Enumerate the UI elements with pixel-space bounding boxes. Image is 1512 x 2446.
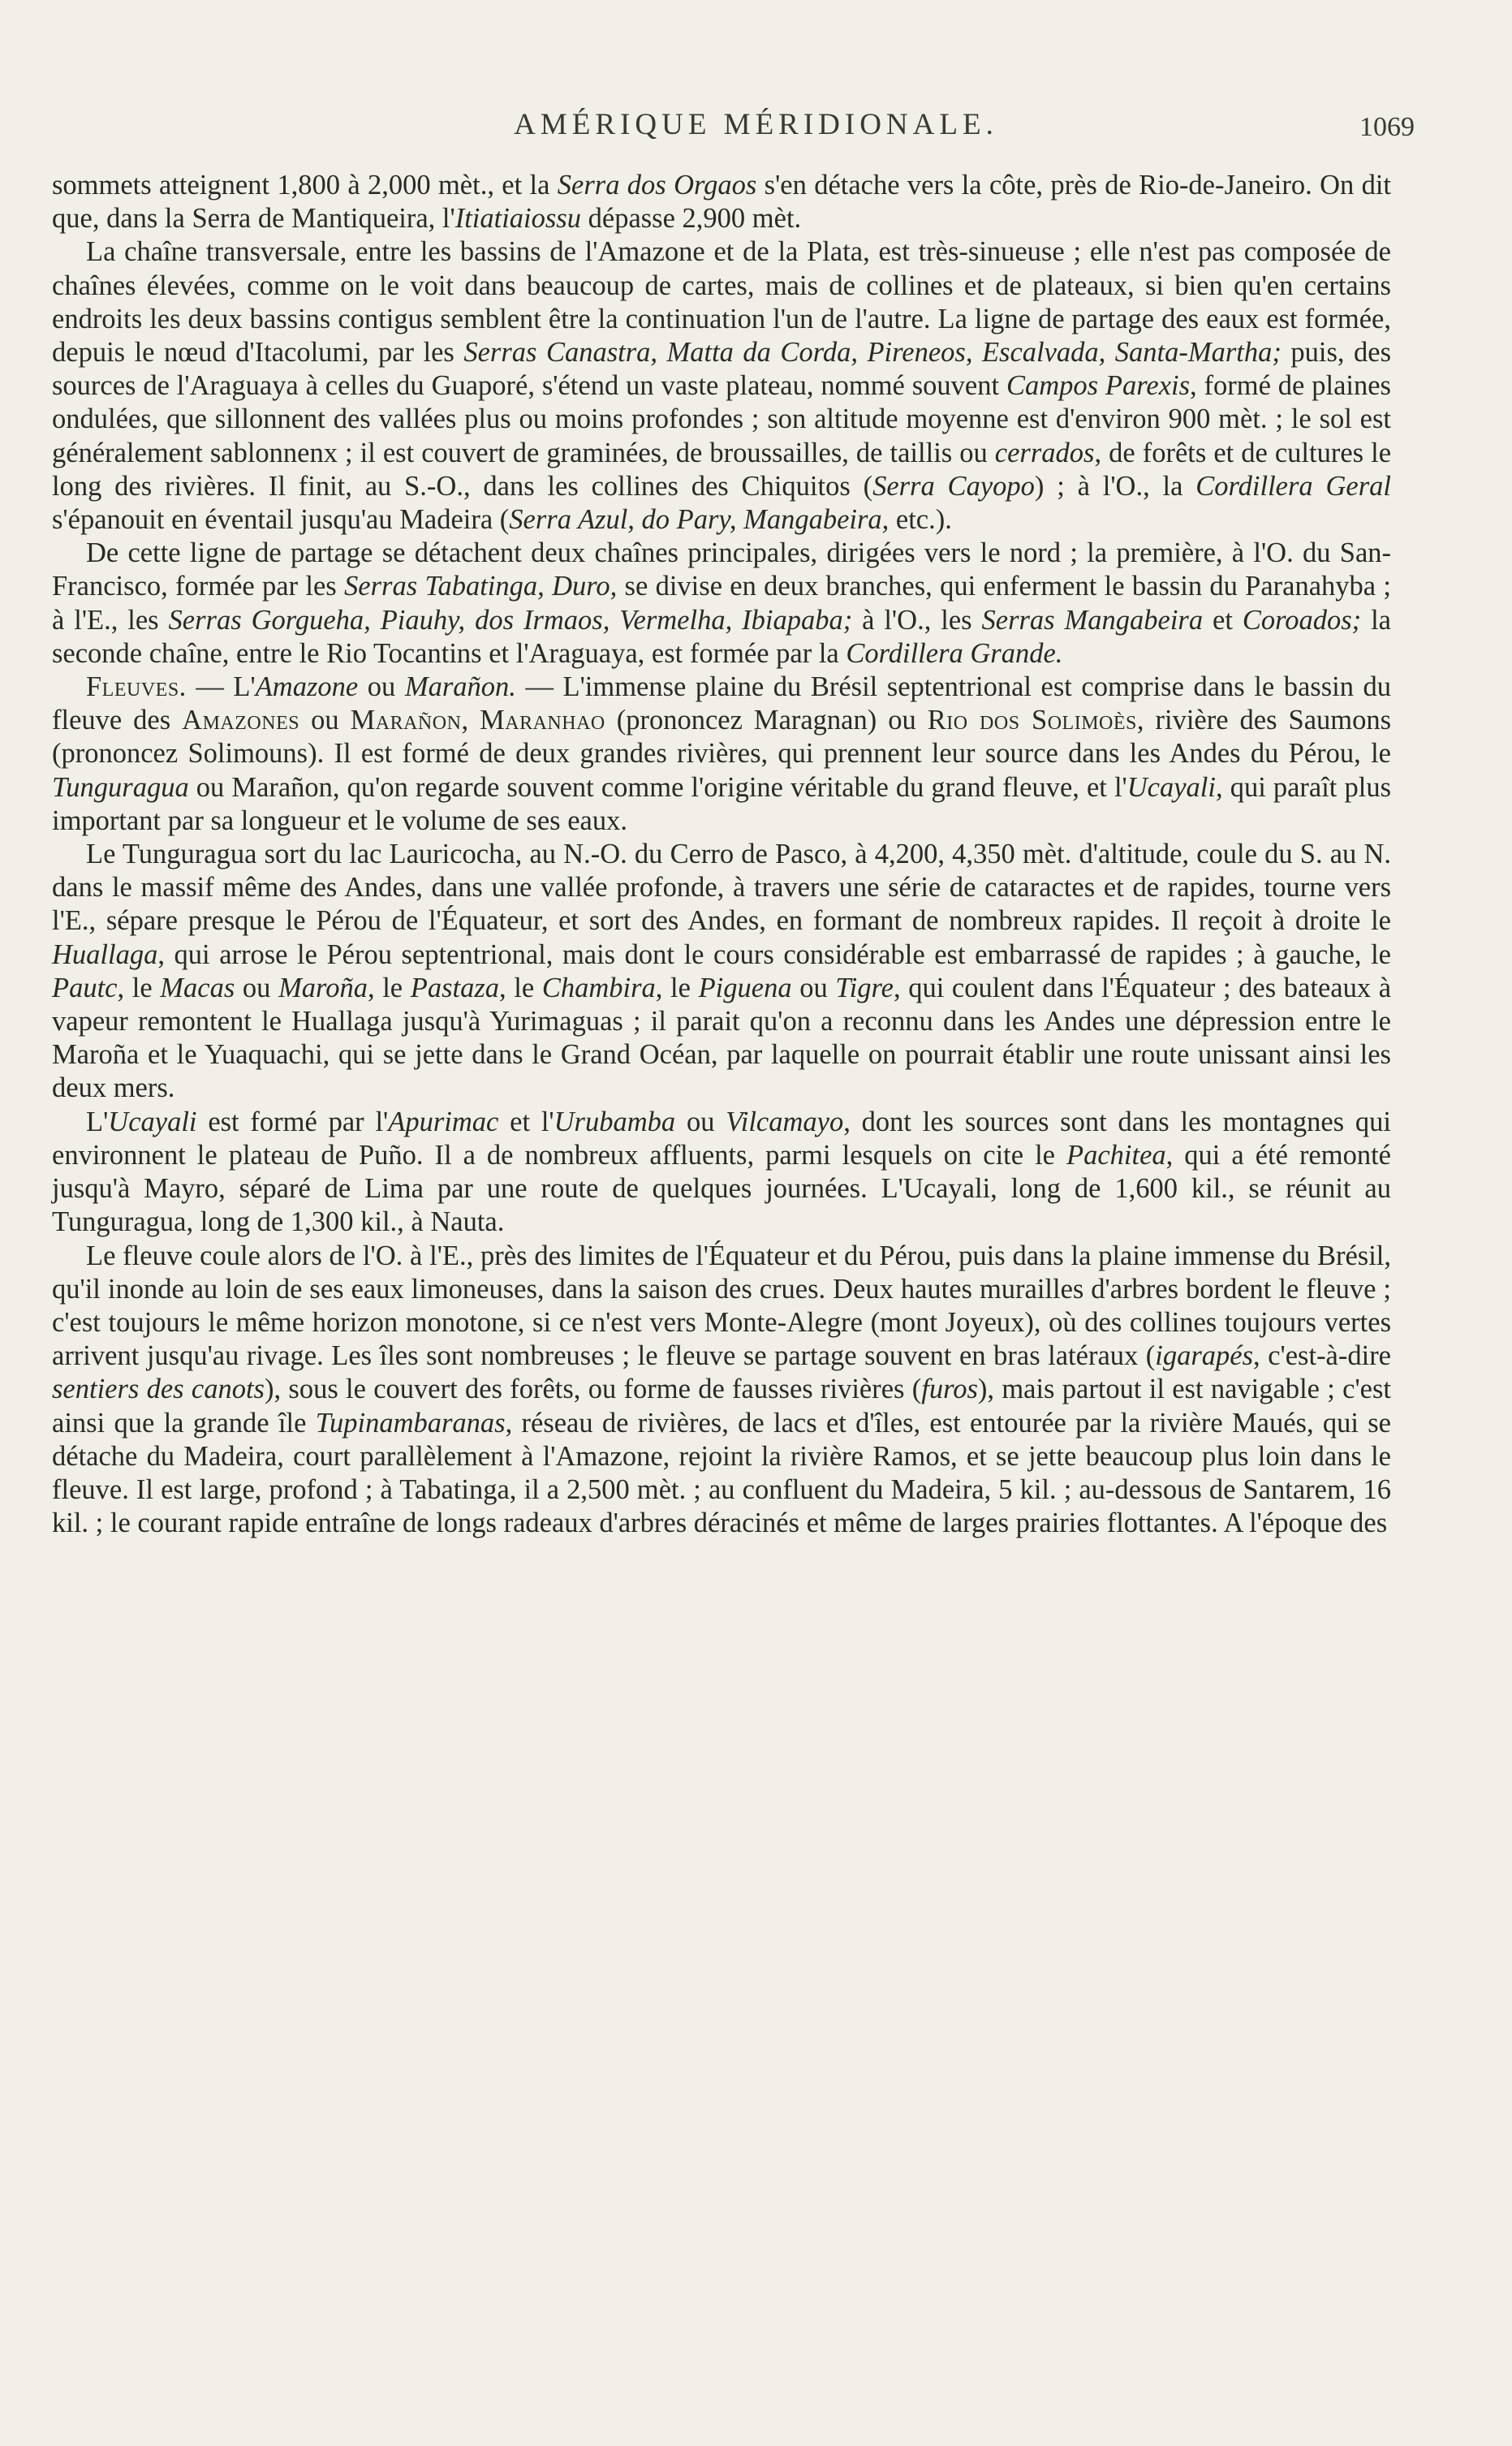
italic-term: Serra Cayopo [872,470,1035,502]
text-run: , dont les sources sont dans les montagnes qui environnent le plateau de Puño. Il a de nombreux affluents, parmi lesquels on cite le [52,1106,1391,1171]
italic-term: Amazone [255,671,359,703]
italic-term: Huallaga [52,938,158,970]
text-run: , c'est-à-dire [1253,1340,1391,1372]
text-run: sommets atteignent 1,800 à 2,000 mèt., et la [52,170,558,201]
italic-term: Serras Tabatinga, Duro, [344,571,618,602]
text-run: ), sous le couvert des forêts, ou forme de fausses rivières ( [264,1374,922,1405]
text-run: , qui arrose le Pérou septentrional, mais dont le cours considérable est embarrassé de rapides ; à gauche, le [157,938,1391,970]
text-run: — L'immense plaine du Brésil septentrional est comprise dans le bassin du fleuve des [52,671,1392,736]
italic-term: Marañon. [404,671,516,703]
text-run: , [461,705,480,736]
page-number: 1069 [1359,112,1415,142]
text-run: Le Tunguragua sort du lac Lauricocha, au N.-O. du Cerro de Pasco, à 4,200, 4,350 mèt. d'altitude, coule du S. au N. dans le massif même des Andes, dans une vallée profonde, à travers une série de cataractes et de rapides, tourne vers l'E., sépare presque le Pérou de l'Équateur, et sort des Andes, en formant de nombreux rapides. Il reçoit à droite le [52,839,1391,937]
text-run: , le [117,972,161,1003]
text-run: puis, des sources de l'Araguaya à celles du Guaporé, s'étend un vaste plateau, nommé souvent [52,337,1391,402]
italic-term: Pachitea [1066,1139,1166,1171]
small-caps-term: Amazones [182,705,300,736]
italic-term: Tupinambaranas [315,1407,506,1439]
text-run: , rivière des Saumons (prononcez Solimouns). Il est formé de deux grandes rivières, qui prennent leur source dans les Andes du Pérou, le [52,705,1392,770]
paragraph [52,169,1391,235]
italic-term: Cordillera Grande. [846,637,1063,669]
paragraph [52,1240,1391,1541]
text-run: dépasse 2,900 mèt. [581,203,802,235]
text-run: ou [675,1106,726,1137]
italic-term: Serra dos Orgaos [557,170,757,201]
italic-term: Serras Gorgueha, Piauhy, dos Irmaos, Vermelha, Ibiapaba; [168,604,853,636]
small-caps-term: Maranhao [480,705,605,736]
paragraph [52,537,1391,671]
small-caps-term: Marañon [350,705,462,736]
text-run: etc.). [889,504,952,536]
text-run: la seconde chaîne, entre le Rio Tocantins et l'Araguaya, est formée par la [52,604,1391,669]
small-caps-term: Fleuves. [86,671,187,703]
italic-term: Tigre [835,972,894,1003]
paragraph [52,235,1391,537]
italic-term: Pautc [52,972,118,1003]
text-run: et l' [498,1106,554,1137]
text-run: (prononcez Maragnan) ou [605,705,928,736]
paragraph [52,1106,1391,1240]
text-run: à l'O., les [852,604,982,636]
text-run: ou [791,972,836,1003]
italic-term: furos [921,1374,978,1405]
body-text [52,169,1391,1540]
text-run: L' [86,1106,109,1137]
italic-term: Pastaza [410,972,500,1003]
text-run: , qui a été remonté jusqu'à Mayro, séparé de Lima par une route de quelques journées. L'Ucayali, long de 1,600 kil., se réunit au Tunguragua, long de 1,300 kil., à Nauta. [52,1139,1391,1238]
text-run: , le [367,972,411,1003]
text-run: La chaîne transversale, entre les bassins de l'Amazone et de la Plata, est très-sinueuse ; elle n'est pas composée de chaînes élevées, comme on le voit dans beaucoup de cartes, mais de collines et de plateaux, si bien qu'en certains endroits les deux bassins contigus semblent être la continuation l'un de l'autre. La ligne de partage des eaux est formée, depuis le nœud d'Itacolumi, par les [52,236,1391,369]
text-run: s'en détache vers la côte, près de Rio-de-Janeiro. On dit que, dans la Serra de Mantiqueira, l' [52,170,1392,235]
text-run: Le fleuve coule alors de l'O. à l'E., près des limites de l'Équateur et du Pérou, puis dans la plaine immense du Brésil, qu'il inonde au loin de ses eaux limoneuses, dans la saison des crues. Deux hautes murailles d'arbres bordent le fleuve ; c'est toujours le même horizon monotone, si ce n'est vers Monte-Alegre (mont Joyeux), où des collines toujours vertes arrivent jusqu'au rivage. Les îles sont nombreuses ; le fleuve se partage souvent en bras latéraux ( [52,1240,1391,1372]
paragraph [52,671,1391,838]
text-run: ) ; à l'O., la [1034,470,1196,502]
text-run: , formé de plaines ondulées, que sillonnent des vallées plus ou moins profondes ; son altitude moyenne est d'environ 900 mèt. ; le sol est généralement sablonnenx ; il est couvert de graminées, de broussailles, de taillis ou [52,370,1391,468]
italic-term: igarapés [1155,1340,1254,1372]
text-run: ou [235,972,279,1003]
italic-term: Piguena [698,972,792,1003]
text-run: De cette ligne de partage se détachent deux chaînes principales, dirigées vers le nord ; la première, à l'O. du San-Francisco, formée par les [52,537,1391,602]
italic-term: Serra Azul, do Pary, Mangabeira, [509,504,890,536]
italic-term: Campos Parexis [1006,370,1191,402]
text-run: , de forêts et de cultures le long des rivières. Il finit, au S.-O., dans les collines des Chiquitos ( [52,437,1392,502]
text-run: et [1203,604,1243,636]
italic-term: Urubamba [554,1106,676,1137]
italic-term: Maroña [278,972,368,1003]
text-run: , qui paraît plus important par sa longueur et le volume de ses eaux. [52,771,1391,836]
text-run: , le [499,972,542,1003]
text-run: ou [358,671,405,703]
italic-term: cerrados [994,437,1095,468]
text-run: se divise en deux branches, qui enferment le bassin du Paranahyba ; à l'E., les [52,571,1391,636]
page-header [0,101,1512,149]
text-run: — L' [186,671,256,703]
italic-term: Ucayali [108,1106,197,1137]
italic-term: Coroados; [1242,604,1362,636]
italic-term: Cordillera Geral [1195,470,1391,502]
italic-term: Apurimac [388,1106,499,1137]
text-run: , le [655,972,699,1003]
small-caps-term: Rio dos Solimoès [927,705,1137,736]
italic-term: Tunguragua [52,771,189,803]
italic-term: Itiatiaiossu [454,203,581,235]
text-run: , réseau de rivières, de lacs et d'îles, est entourée par la rivière Maués, qui se détache du Madeira, court parallèlement à l'Amazone, rejoint la rivière Ramos, et se jette beaucoup plus loin dans le fleuve. Il est large, profond ; à Tabatinga, il a 2,500 mèt. ; au confluent du Madeira, 5 kil. ; au-dessous de Santarem, 16 kil. ; le courant rapide entraîne de longs radeaux d'arbres déracinés et même de larges prairies flottantes. A l'époque des [52,1407,1391,1539]
text-run: ou [299,705,351,736]
italic-term: Vilcamayo [726,1106,844,1137]
text-run: s'épanouit en éventail jusqu'au Madeira ( [52,504,510,536]
italic-term: Macas [160,972,235,1003]
text-run: est formé par l' [196,1106,389,1137]
italic-term: Serras Mangabeira [981,604,1204,636]
text-run: ou Marañon, qu'on regarde souvent comme l'origine véritable du grand fleuve, et l' [188,771,1127,803]
running-head: AMÉRIQUE MÉRIDIONALE. [514,108,998,141]
italic-term: Serras Canastra, Matta da Corda, Pireneos, Escalvada, Santa-Martha; [463,337,1282,369]
italic-term: sentiers des canots [52,1374,265,1405]
text-run: , qui coulent dans l'Équateur ; des bateaux à vapeur remontent le Huallaga jusqu'à Yurimaguas ; il parait qu'on a reconnu dans les Andes une dépression entre le Maroña et le Yuaquachi, qui se jette dans le Grand Océan, par laquelle on pourrait établir une route unissant ainsi les deux mers. [52,972,1392,1104]
italic-term: Chambira [541,972,656,1003]
italic-term: Ucayali [1126,771,1216,803]
paragraph [52,838,1391,1106]
text-run: ), mais partout il est navigable ; c'est ainsi que la grande île [52,1374,1392,1439]
